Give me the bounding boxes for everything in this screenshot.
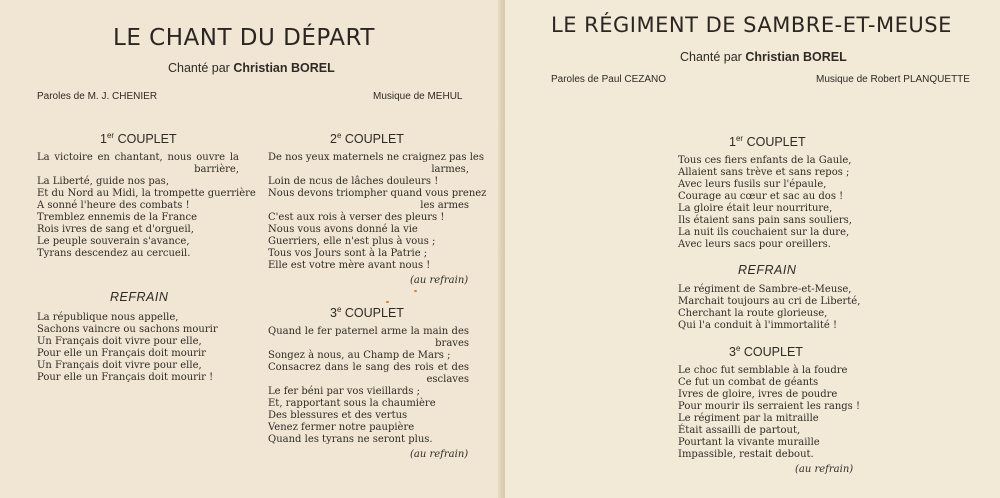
- verse-line: Ce fut un combat de géants: [678, 377, 819, 388]
- page-title: LE CHANT DU DÉPART: [113, 25, 375, 51]
- verse-line: Consacrez dans le sang des rois et des: [268, 362, 469, 373]
- au-refrain-note: (au refrain): [795, 464, 854, 475]
- verse-line: Impassible, restait debout.: [678, 449, 814, 460]
- verse-line: Venez fermer notre paupière: [268, 422, 415, 433]
- couplet-3-heading: 3e COUPLET: [729, 344, 803, 360]
- couplet-3-verse: [268, 326, 469, 446]
- singer-name: Christian BOREL: [233, 61, 335, 75]
- verse-line: A sonné l'heure des combats !: [37, 200, 190, 211]
- couplet-1-heading: 1er COUPLET: [729, 134, 806, 150]
- refrain-heading: REFRAIN: [110, 290, 169, 304]
- couplet-1-verse: [678, 155, 878, 251]
- refrain-verse: [37, 312, 242, 384]
- verse-line: barrière,: [194, 164, 239, 175]
- verse-line: C'est aux rois à verser des pleurs !: [268, 212, 445, 223]
- verse-line: Tremblez ennemis de la France: [37, 212, 197, 223]
- verse-line: Le choc fut semblable à la foudre: [678, 365, 848, 376]
- au-refrain-note: (au refrain): [410, 449, 469, 460]
- verse-line: Pour elle un Français doit mourir: [37, 348, 206, 359]
- verse-line: Guerriers, elle n'est plus à vous ;: [268, 236, 436, 247]
- verse-line: Un Français doit vivre pour elle,: [37, 336, 202, 347]
- couplet-3-heading: 3e COUPLET: [330, 305, 404, 321]
- verse-line: Marchait toujours au cri de Liberté,: [678, 296, 861, 307]
- verse-line: Tyrans descendez au cercueil.: [37, 248, 191, 259]
- music-credit: Musique de MEHUL: [373, 91, 463, 102]
- verse-line: Pour elle un Français doit mourir !: [37, 372, 214, 383]
- verse-line: Pourtant la vivante muraille: [678, 437, 820, 448]
- couplet-2-heading: 2e COUPLET: [330, 131, 404, 147]
- couplet-3-verse: [678, 365, 878, 461]
- verse-line: De nos yeux maternels ne craignez pas les: [268, 152, 484, 163]
- paper-stain: [414, 290, 417, 292]
- sung-by-label: Chanté par: [168, 61, 230, 75]
- verse-line: Loin de ncus de lâches douleurs !: [268, 176, 439, 187]
- verse-line: Quand le fer paternel arme la main des: [268, 326, 469, 337]
- refrain-verse: [678, 284, 878, 332]
- singer-credit: [168, 61, 335, 75]
- verse-line: Nous devons triompher quand vous prenez: [268, 188, 487, 199]
- verse-line: La république nous appelle,: [37, 312, 179, 323]
- verse-line: Avec leurs fusils sur l'épaule,: [678, 179, 827, 190]
- verse-line: Et du Nord au Midi, la trompette guerrière: [37, 188, 256, 199]
- verse-line: Songez à nous, au Champ de Mars ;: [268, 350, 451, 361]
- paper-stain: [386, 301, 389, 303]
- verse-line: Ils étaient sans pain sans souliers,: [678, 215, 852, 226]
- verse-line: Tous vos Jours sont à la Patrie ;: [268, 248, 428, 259]
- music-credit: Musique de Robert PLANQUETTE: [816, 74, 970, 85]
- verse-line: La gloire était leur nourriture,: [678, 203, 833, 214]
- verse-line: Était assailli de partout,: [678, 425, 801, 436]
- verse-line: Pour mourir ils serraient les rangs !: [678, 401, 860, 412]
- verse-line: La Liberté, guide nos pas,: [37, 176, 169, 187]
- verse-line: Courage au cœur et sac au dos !: [678, 191, 844, 202]
- verse-line: Ivres de gloire, ivres de poudre: [678, 389, 838, 400]
- couplet-1-verse: [37, 152, 256, 260]
- verse-line: Tous ces fiers enfants de la Gaule,: [678, 155, 852, 166]
- verse-line: Cherchant la route glorieuse,: [678, 308, 828, 319]
- verse-line: Le régiment de Sambre-et-Meuse,: [678, 284, 852, 295]
- sung-by-label: Chanté par: [680, 50, 742, 64]
- verse-line: Nous vous avons donné la vie: [268, 224, 418, 235]
- verse-line: Qui l'a conduit à l'immortalité !: [678, 320, 837, 331]
- au-refrain-note: (au refrain): [410, 275, 469, 286]
- verse-line: Quand les tyrans ne seront plus.: [268, 434, 433, 445]
- verse-line: Allaient sans trève et sans repos ;: [678, 167, 850, 178]
- verse-line: Le régiment par la mitraille: [678, 413, 819, 424]
- couplet-2-verse: [268, 152, 487, 272]
- verse-line: braves: [435, 338, 469, 349]
- lyrics-credit: Paroles de Paul CEZANO: [551, 74, 667, 85]
- verse-line: les armes: [420, 200, 469, 211]
- verse-line: Des blessures et des vertus: [268, 410, 408, 421]
- verse-line: Sachons vaincre ou sachons mourir: [37, 324, 218, 335]
- singer-credit: [680, 50, 847, 64]
- lyrics-credit: Paroles de M. J. CHENIER: [37, 91, 158, 102]
- verse-line: Un Français doit vivre pour elle,: [37, 360, 202, 371]
- verse-line: larmes,: [431, 164, 469, 175]
- couplet-1-heading: 1er COUPLET: [100, 131, 177, 147]
- verse-line: esclaves: [426, 374, 469, 385]
- page-title: LE RÉGIMENT DE SAMBRE-ET-MEUSE: [551, 13, 952, 37]
- verse-line: Rois ivres de sang et d'orgueil,: [37, 224, 194, 235]
- singer-name: Christian BOREL: [745, 50, 847, 64]
- verse-line: Et, rapportant sous la chaumière: [268, 398, 436, 409]
- right-page: [505, 0, 1000, 498]
- verse-line: Avec leurs sacs pour oreillers.: [678, 239, 831, 250]
- verse-line: Le fer béni par vos vieillards ;: [268, 386, 420, 397]
- verse-line: La victoire en chantant, nous ouvre la: [37, 152, 239, 163]
- verse-line: Elle est votre mère avant nous !: [268, 260, 431, 271]
- verse-line: Le peuple souverain s'avance,: [37, 236, 190, 247]
- refrain-heading: REFRAIN: [738, 263, 797, 277]
- verse-line: La nuit ils couchaient sur la dure,: [678, 227, 850, 238]
